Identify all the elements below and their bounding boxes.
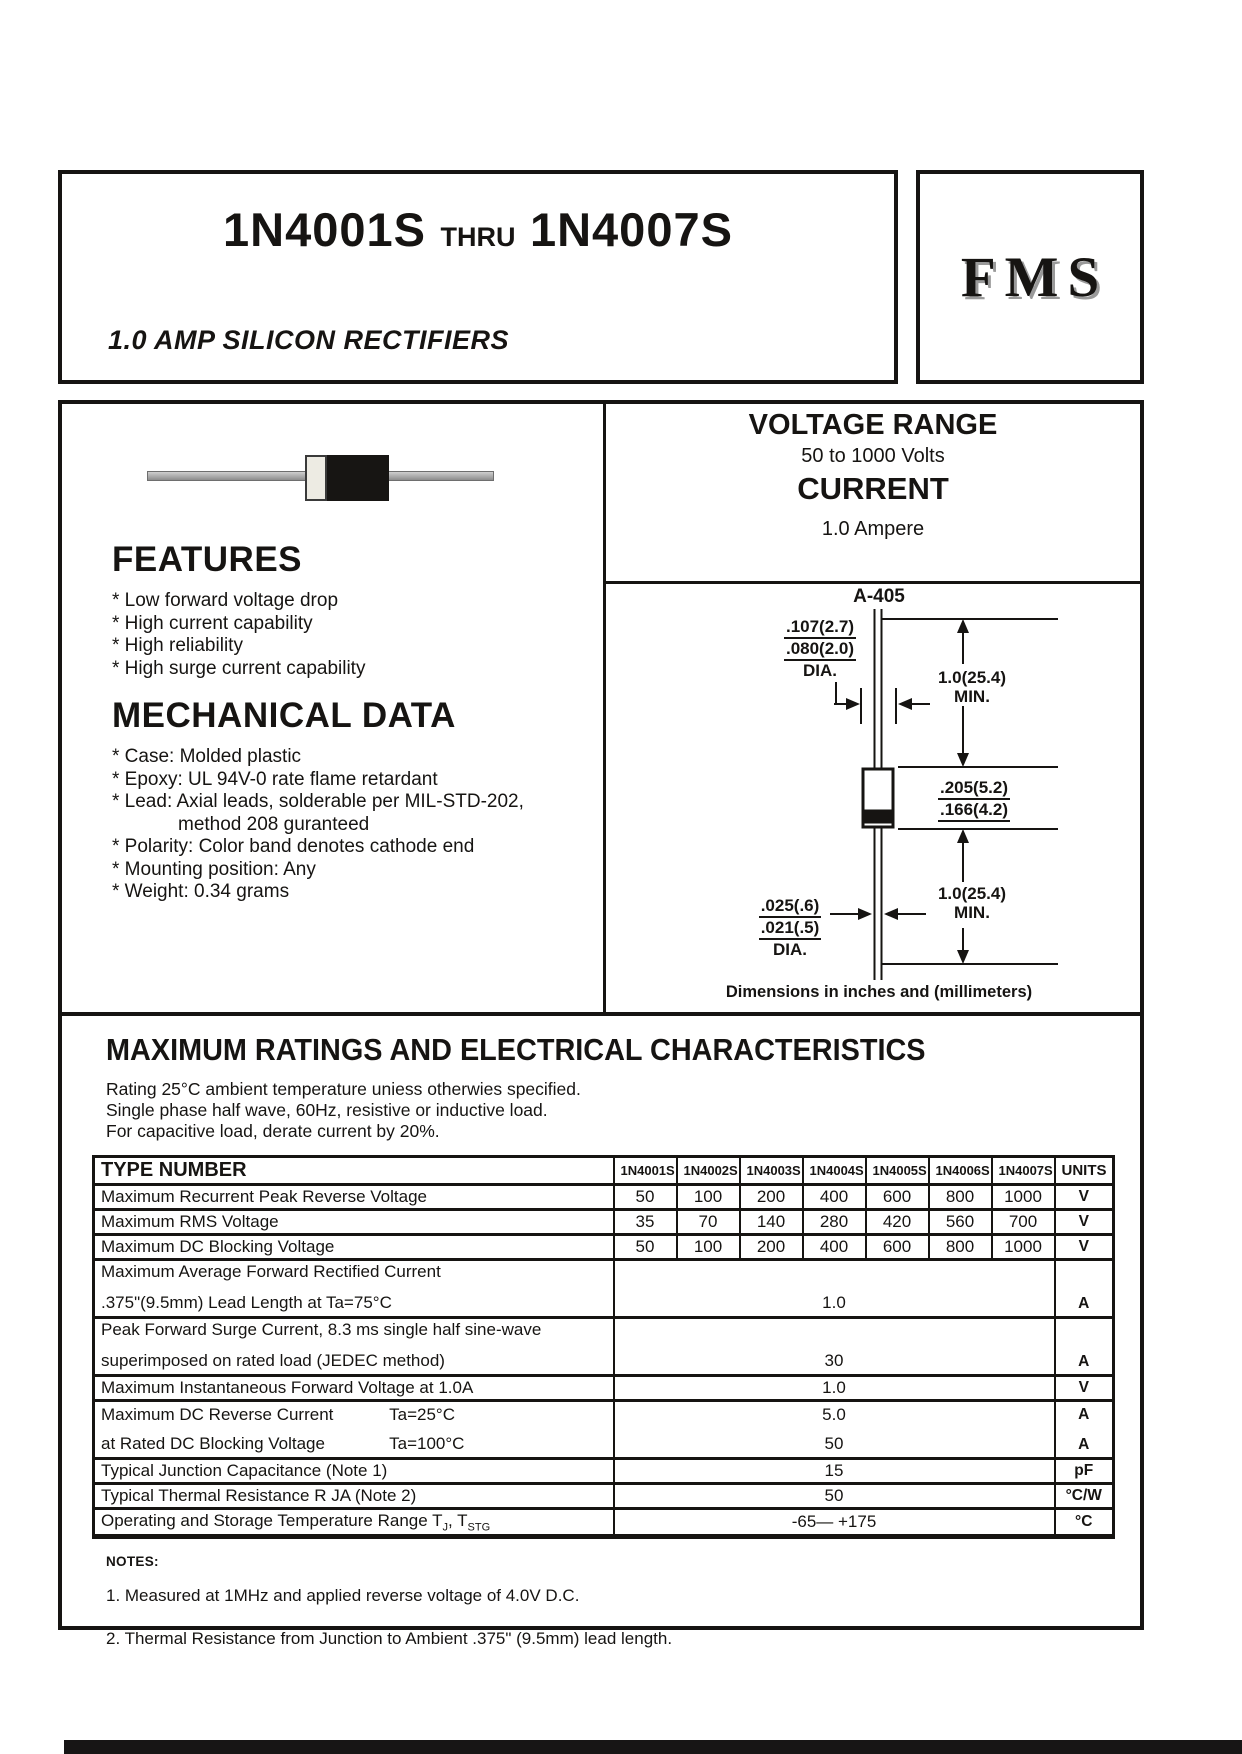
mechanical-item: * Epoxy: UL 94V-0 rate flame retardant (112, 768, 438, 790)
cell-unit: V (1055, 1185, 1114, 1210)
row-condition: Ta=100°C (389, 1434, 465, 1453)
cell-unit: A (1055, 1318, 1114, 1376)
cell-value: 400 (803, 1185, 866, 1210)
cell-value: 50 (614, 1185, 677, 1210)
mechanical-item: * Lead: Axial leads, solderable per MIL-STD-202, (112, 791, 524, 812)
cell-unit: °C (1055, 1509, 1114, 1537)
table-row (94, 1210, 1114, 1235)
row-label (94, 1401, 614, 1428)
cell-value: 100 (677, 1235, 740, 1260)
notes-title: NOTES: (106, 1554, 159, 1570)
row-condition: Ta=25°C (389, 1404, 455, 1424)
lead-diameter-min: .021(.5) (759, 918, 822, 940)
cell-value: 50 (614, 1235, 677, 1260)
table-row (94, 1235, 1114, 1260)
table-header-row (94, 1157, 1114, 1185)
row-label-line2: superimposed on rated load (JEDEC method) (101, 1351, 445, 1370)
cell-value: 1000 (992, 1235, 1055, 1260)
cell-value: 560 (929, 1210, 992, 1235)
cell-value-merged: 50 (614, 1428, 1055, 1459)
bottom-lead-length-min: MIN. (954, 903, 990, 922)
cell-unit: A (1055, 1428, 1114, 1459)
brand-logo: FMS (960, 245, 1109, 309)
cell-value: 420 (866, 1210, 929, 1235)
row-label: Typical Thermal Resistance R JA (Note 2) (94, 1484, 614, 1509)
diode-photo-figure (147, 454, 494, 502)
body-diameter-dia-label: DIA. (803, 661, 837, 680)
drawing-caption: Dimensions in inches and (millimeters) (725, 983, 1033, 1001)
table-row (94, 1484, 1114, 1509)
cell-value-merged: 30 (614, 1318, 1055, 1376)
feature-item: * High surge current capability (112, 657, 366, 679)
mechanical-item: * Weight: 0.34 grams (112, 881, 290, 902)
table-row (94, 1318, 1114, 1376)
body-length-min: .166(4.2) (938, 800, 1010, 822)
cell-unit: A (1055, 1260, 1114, 1318)
cell-value: 140 (740, 1210, 803, 1235)
cell-value-merged: 15 (614, 1459, 1055, 1484)
row-label-subscript: J (442, 1521, 448, 1534)
table-row (94, 1185, 1114, 1210)
cell-value: 800 (929, 1235, 992, 1260)
top-lead-length-dimension (924, 668, 1020, 706)
table-row (94, 1376, 1114, 1401)
voltage-current-panel (606, 404, 1140, 584)
part-number-start: 1N4001S (223, 203, 427, 256)
diode-body (327, 455, 389, 501)
col-header-part: 1N4006S (929, 1157, 992, 1185)
main-frame (58, 400, 1144, 1649)
title-box (58, 170, 898, 384)
col-header-part: 1N4004S (803, 1157, 866, 1185)
row-label (94, 1509, 614, 1537)
top-lead-length-min: MIN. (954, 687, 990, 706)
body-diameter-min: .080(2.0) (784, 639, 856, 661)
row-label-line1: Peak Forward Surge Current, 8.3 ms single half sine-wave (101, 1320, 542, 1339)
row-label: Maximum Recurrent Peak Reverse Voltage (94, 1185, 614, 1210)
row-label: Typical Junction Capacitance (Note 1) (94, 1459, 614, 1484)
row-label-text: , T (447, 1511, 468, 1530)
cell-value-merged: 1.0 (614, 1260, 1055, 1318)
body-length-max: .205(5.2) (938, 778, 1010, 800)
row-label-text: Operating and Storage Temperature Range T (101, 1511, 443, 1530)
row-label-text: Maximum DC Reverse Current (101, 1404, 334, 1424)
cell-unit: V (1055, 1376, 1114, 1401)
body-diameter-dimension (754, 617, 886, 680)
mechanical-data-section (112, 696, 524, 904)
features-section (112, 540, 365, 680)
table-row (94, 1401, 1114, 1428)
row-label: Maximum Instantaneous Forward Voltage at 1.0A (94, 1376, 614, 1401)
page-title (62, 202, 894, 257)
cell-value: 700 (992, 1210, 1055, 1235)
row-label (94, 1428, 614, 1459)
package-name: A-405 (853, 586, 905, 607)
cell-unit: A (1055, 1401, 1114, 1428)
title-thru: THRU (440, 222, 516, 252)
table-row (94, 1509, 1114, 1537)
top-lead-length-value: 1.0(25.4) (937, 668, 1007, 687)
note-item: 1. Measured at 1MHz and applied reverse voltage of 4.0V D.C. (106, 1586, 580, 1606)
mechanical-item: * Mounting position: Any (112, 858, 316, 880)
row-label-line1: Maximum Average Forward Rectified Current (101, 1262, 441, 1281)
lead-diameter-max: .025(.6) (759, 896, 822, 918)
cell-value: 600 (866, 1185, 929, 1210)
voltage-range-label: VOLTAGE RANGE (748, 409, 998, 441)
cell-value: 800 (929, 1185, 992, 1210)
col-header-part: 1N4002S (677, 1157, 740, 1185)
cell-value: 400 (803, 1235, 866, 1260)
col-header-type-number: TYPE NUMBER (94, 1157, 614, 1185)
col-header-part: 1N4007S (992, 1157, 1055, 1185)
cell-value: 280 (803, 1210, 866, 1235)
cell-value-merged: 50 (614, 1484, 1055, 1509)
cell-value: 70 (677, 1210, 740, 1235)
current-value: 1.0 Ampere (821, 518, 925, 540)
cell-value: 1000 (992, 1185, 1055, 1210)
rating-condition-line: Single phase half wave, 60Hz, resistive or inductive load. (106, 1100, 548, 1120)
package-drawing (606, 584, 1140, 1012)
lead-diameter-dia-label: DIA. (773, 940, 807, 959)
mechanical-item-continuation: method 208 guranteed (178, 813, 370, 835)
rating-condition-line: Rating 25°C ambient temperature uniess otherwies specified. (106, 1079, 581, 1099)
feature-item: * High reliability (112, 635, 243, 656)
body-length-dimension (928, 778, 1020, 822)
rating-conditions (106, 1079, 1140, 1142)
page-subtitle: 1.0 AMP SILICON RECTIFIERS (108, 325, 510, 355)
row-label-subscript: STG (467, 1521, 491, 1534)
feature-item: * Low forward voltage drop (112, 590, 339, 611)
lead-diameter-dimension (744, 896, 836, 959)
mechanical-item: * Polarity: Color band denotes cathode end (112, 836, 475, 857)
part-number-end: 1N4007S (529, 203, 733, 256)
col-header-units: UNITS (1055, 1157, 1114, 1185)
cell-value: 100 (677, 1185, 740, 1210)
cell-unit: V (1055, 1235, 1114, 1260)
cell-value-merged: 1.0 (614, 1376, 1055, 1401)
cell-unit: V (1055, 1210, 1114, 1235)
row-label: Maximum DC Blocking Voltage (94, 1235, 614, 1260)
col-header-part: 1N4005S (866, 1157, 929, 1185)
note-item: 2. Thermal Resistance from Junction to Ambient .375" (9.5mm) lead length. (106, 1629, 673, 1649)
cell-unit: pF (1055, 1459, 1114, 1484)
mechanical-item: * Case: Molded plastic (112, 746, 302, 767)
col-header-part: 1N4001S (614, 1157, 677, 1185)
voltage-range-value: 50 to 1000 Volts (801, 445, 945, 467)
cell-value: 600 (866, 1235, 929, 1260)
table-row (94, 1459, 1114, 1484)
row-label: Maximum RMS Voltage (94, 1210, 614, 1235)
cell-value: 35 (614, 1210, 677, 1235)
ratings-table (92, 1155, 1115, 1539)
table-row (94, 1428, 1114, 1459)
bottom-lead-length-value: 1.0(25.4) (937, 884, 1007, 903)
cell-value-merged: -65— +175 (614, 1509, 1055, 1537)
body-diameter-max: .107(2.7) (784, 617, 856, 639)
table-row (94, 1260, 1114, 1318)
diode-cathode-band (305, 455, 327, 501)
rating-condition-line: For capacitive load, derate current by 20%. (106, 1121, 440, 1141)
maximum-ratings-title: MAXIMUM RATINGS AND ELECTRICAL CHARACTERISTICS (106, 1032, 926, 1067)
row-label (94, 1260, 614, 1318)
cell-value: 200 (740, 1235, 803, 1260)
page-bottom-scan-edge (64, 1740, 1242, 1754)
col-header-part: 1N4003S (740, 1157, 803, 1185)
cell-unit: °C/W (1055, 1484, 1114, 1509)
brand-box (916, 170, 1144, 384)
feature-item: * High current capability (112, 612, 313, 634)
row-label (94, 1318, 614, 1376)
current-label: CURRENT (797, 471, 949, 506)
mechanical-data-title: MECHANICAL DATA (112, 696, 456, 735)
features-title: FEATURES (112, 540, 303, 579)
maximum-ratings-section (62, 1012, 1140, 1649)
cell-value: 200 (740, 1185, 803, 1210)
row-label-line2: .375"(9.5mm) Lead Length at Ta=75°C (101, 1293, 392, 1312)
row-label-text: at Rated DC Blocking Voltage (101, 1434, 325, 1453)
cell-value-merged: 5.0 (614, 1401, 1055, 1428)
bottom-lead-length-dimension (924, 884, 1020, 922)
right-column (603, 404, 1140, 1012)
left-column (62, 404, 603, 1012)
